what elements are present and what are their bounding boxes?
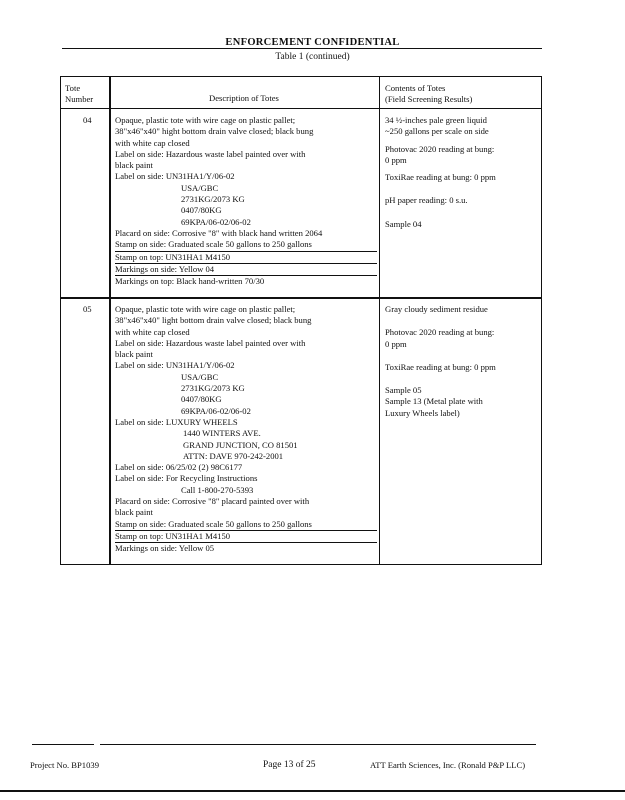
footer-rule-left (32, 744, 94, 745)
col-header-contents: Contents of Totes (Field Screening Results) (385, 83, 473, 104)
document-title: ENFORCEMENT CONFIDENTIAL (225, 37, 400, 48)
footer-project-number: Project No. BP1039 (30, 760, 99, 770)
col-header-description: Description of Totes (209, 93, 279, 103)
header-divider (61, 108, 541, 109)
page-bottom-edge (0, 790, 625, 792)
tote-04-contents: 34 ½-inches pale green liquid ~250 gallons per scale on side Photovac 2020 reading at bung: 0 ppm ToxiRae reading at bung: 0 ppm pH paper reading: 0 s.u. Sample 04 (385, 115, 496, 229)
tote-05-contents: Gray cloudy sediment residue Photovac 2020 reading at bung: 0 ppm ToxiRae reading at bung: 0 ppm Sample 05 Sample 13 (Metal plate with Luxury Wheels label) (385, 304, 496, 418)
footer-company: ATT Earth Sciences, Inc. (Ronald P&P LLC) (370, 760, 526, 770)
footer-page-number: Page 13 of 25 (263, 760, 316, 770)
totes-table (60, 76, 542, 565)
row-divider (61, 297, 541, 299)
tote-number-04: 04 (83, 115, 92, 125)
header-rule (62, 48, 542, 49)
tote-04-description: Opaque, plastic tote with wire cage on plastic pallet; 38"x46"x40" hight bottom drain valve closed; black bung with white cap closed Label on side: Hazardous waste label painted over with black paint Label on side: UN31HA1/Y/06-02 USA/GBC 2731KG/2073 KG 0407/80KG 69KPA/06-02/06-02 Placard on side: Corrosive "8" with black hand written 2064 Stamp on side: Graduated scale 50 gallons to 250 gallons Stamp on top: UN31HA1 M4150 Markings on side: Yellow 04 Markings on top: Black hand-written 70/30 (115, 115, 377, 287)
tote-number-05: 05 (83, 304, 92, 314)
tote-05-description: Opaque, plastic tote with wire cage on plastic pallet; 38"x46"x40" light bottom drain valve closed; black bung with white cap closed Label on side: Hazardous waste label painted over with black paint Label on side: UN31HA1/Y/06-02 USA/GBC 2731KG/2073 KG 0407/80KG 69KPA/06-02/06-02 Label on side: LUXURY WHEELS 1440 WINTERS AVE. GRAND JUNCTION, CO 81501 ATTN: DAVE 970-242-2001 Label on side: 06/25/02 (2) 98C6177 Label on side: For Recycling Instructions Call 1-800-270-5393 Placard on side: Corrosive "8" placard painted over with black paint Stamp on side: Graduated scale 50 gallons to 250 gallons Stamp on top: UN31HA1 M4150 Markings on side: Yellow 05 (115, 304, 377, 555)
col-header-tote-number: Tote Number (65, 83, 94, 104)
table-caption: Table 1 (continued) (275, 52, 350, 62)
footer-rule (100, 744, 536, 745)
